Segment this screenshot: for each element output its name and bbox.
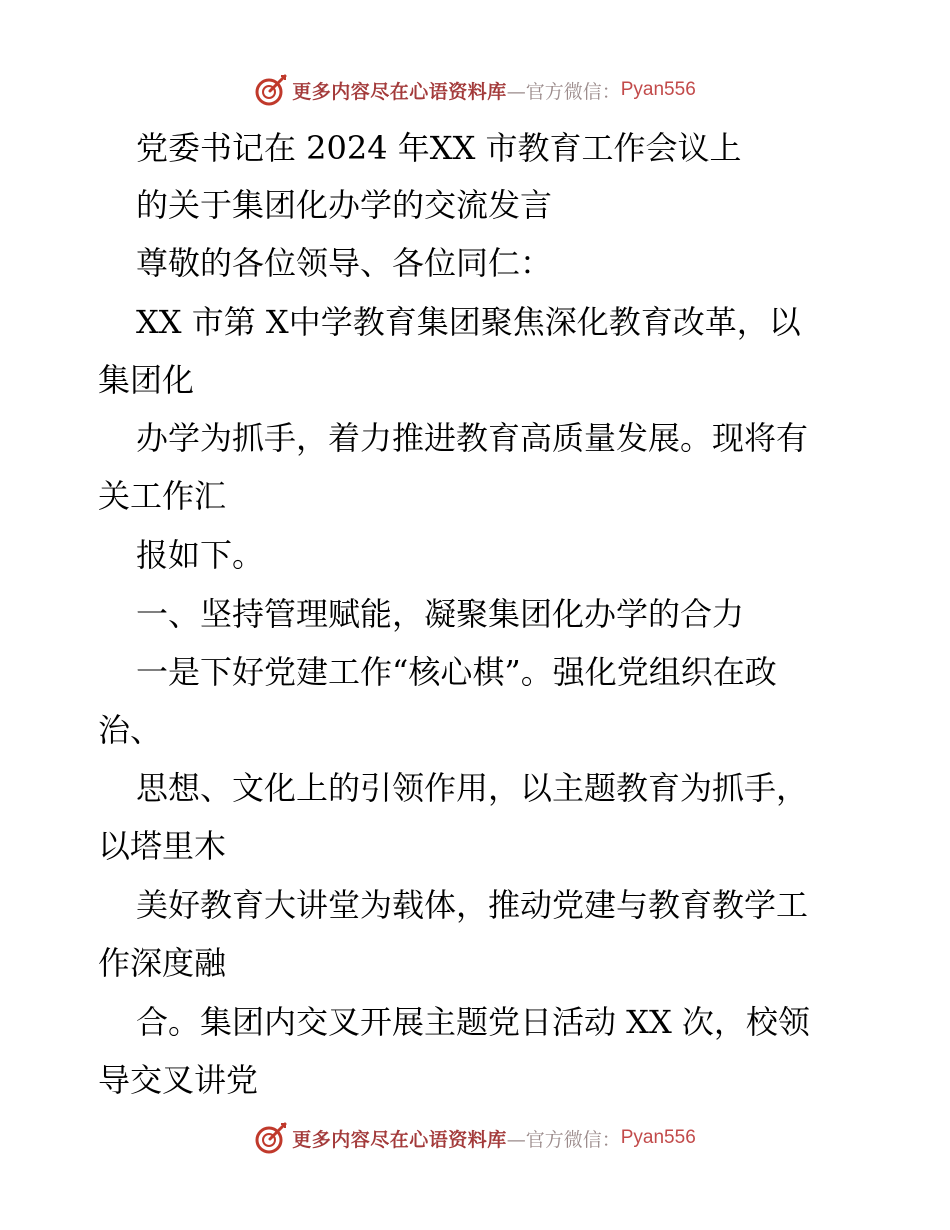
watermark-wechat-id: Pyan556 (620, 79, 696, 100)
text-line: 以塔里木 (98, 827, 227, 865)
footer-watermark (0, 1118, 950, 1158)
text-line: 关工作汇 (98, 477, 227, 515)
text-line: 作深度融 (98, 944, 227, 982)
pen-logo-icon (254, 73, 288, 107)
watermark-text: 更多内容尽在心语资料库 (292, 80, 507, 103)
text-line: 美好教育大讲堂为载体，推动党建与教育教学工 (136, 886, 809, 924)
watermark-wechat-label: —官方微信： (506, 80, 621, 103)
title-line-1: 党委书记在 2024 年XX 市教育工作会议上 (136, 129, 742, 167)
header-watermark (0, 70, 950, 110)
salutation: 尊敬的各位领导、各位同仁： (136, 244, 553, 282)
pen-logo-icon (254, 1121, 288, 1155)
text-line: 思想、文化上的引领作用，以主题教育为抓手， (136, 769, 809, 807)
section-heading: 一、坚持管理赋能，凝聚集团化办学的合力 (136, 595, 745, 633)
text-line: 导交叉讲党 (98, 1061, 259, 1099)
text-line: 办学为抓手，着力推进教育高质量发展。现将有 (136, 419, 809, 457)
text-line: 一是下好党建工作“核心棋”。强化党组织在政 (136, 653, 777, 691)
text-line: 报如下。 (136, 536, 265, 574)
text-line: 合。集团内交叉开展主题党日活动 XX 次，校领 (136, 1003, 810, 1041)
text-line: 治、 (98, 711, 163, 749)
watermark-text: 更多内容尽在心语资料库 (292, 1128, 507, 1151)
watermark-wechat-label: —官方微信： (506, 1128, 621, 1151)
text-line: XX 市第 X中学教育集团聚焦深化教育改革，以 (136, 303, 801, 341)
text-line: 集团化 (98, 361, 195, 399)
title-line-2: 的关于集团化办学的交流发言 (136, 186, 553, 224)
watermark-wechat-id: Pyan556 (620, 1127, 696, 1148)
